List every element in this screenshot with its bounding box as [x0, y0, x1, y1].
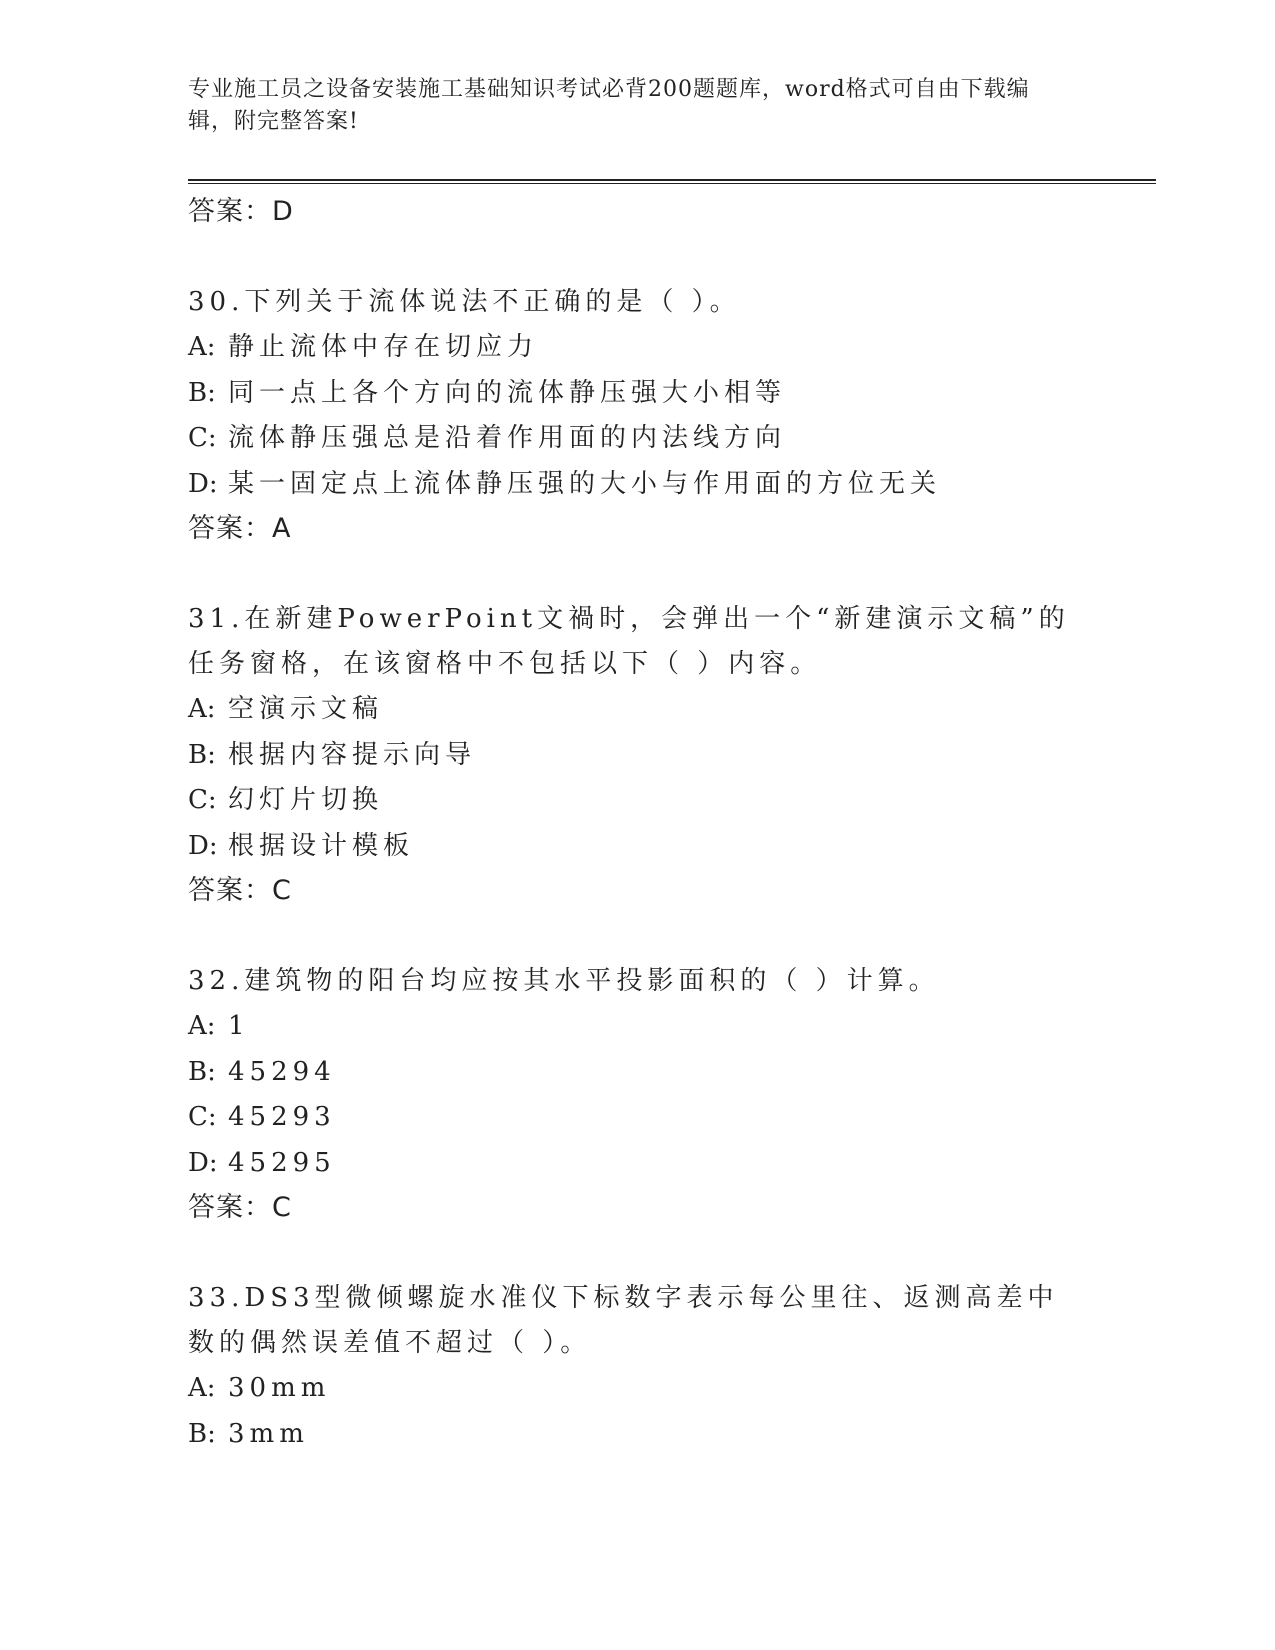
question-31: [188, 597, 1088, 913]
answer-line: 答案：A: [188, 513, 292, 544]
option-label: A:: [188, 332, 216, 362]
question-32: [188, 959, 1088, 1230]
answer-line: 答案：C: [188, 1192, 292, 1223]
option-label: B:: [188, 1418, 216, 1449]
option-text: 流体静压强总是沿着作用面的内法线方向: [228, 423, 787, 453]
header-rule-thin: [188, 183, 1156, 184]
question-33: [188, 1276, 1088, 1457]
option-text: 某一固定点上流体静压强的大小与作用面的方位无关: [228, 468, 942, 499]
option-label: D:: [188, 468, 218, 499]
option-b: [188, 1050, 1088, 1096]
answer-line: 答案：D: [188, 196, 294, 227]
option-c: [188, 1095, 1088, 1141]
option-label: B:: [188, 1056, 216, 1087]
option-text: 45295: [228, 1147, 336, 1178]
option-a: [188, 1366, 1088, 1412]
option-text: 3mm: [228, 1418, 309, 1449]
header-rule-thick: [188, 179, 1156, 181]
option-label: D:: [188, 1147, 218, 1178]
option-d: [188, 462, 1088, 508]
question-stem: 30.下列关于流体说法不正确的是（ ）。: [188, 287, 741, 317]
option-label: B:: [188, 739, 216, 770]
option-text: 45294: [228, 1056, 336, 1087]
option-text: 30mm: [228, 1373, 331, 1403]
option-a: [188, 1004, 1088, 1050]
document-header: 专业施工员之设备安装施工基础知识考试必背200题题库，word格式可自由下载编辑，附完整答案!: [188, 77, 1030, 134]
option-a: [188, 325, 1088, 371]
option-label: C:: [188, 785, 217, 815]
option-a: [188, 687, 1088, 733]
option-label: B:: [188, 377, 216, 408]
option-text: 1: [228, 1011, 250, 1041]
option-label: A:: [188, 1011, 216, 1041]
option-label: A:: [188, 1373, 216, 1403]
option-c: [188, 416, 1088, 462]
option-text: 同一点上各个方向的流体静压强大小相等: [228, 377, 787, 408]
option-d: [188, 824, 1088, 870]
question-stem: 31.在新建PowerPoint文禍时，会弹出一个“新建演示文稿”的任务窗格，在该窗格中不包括以下（ ）内容。: [188, 604, 1070, 679]
option-label: C:: [188, 1102, 217, 1132]
option-label: A:: [188, 694, 216, 724]
option-c: [188, 778, 1088, 824]
option-text: 静止流体中存在切应力: [228, 332, 539, 362]
option-label: C:: [188, 423, 217, 453]
question-stem: 32.建筑物的阳台均应按其水平投影面积的（ ）计算。: [188, 966, 940, 996]
option-b: [188, 733, 1088, 779]
question-30: [188, 280, 1088, 551]
question-list: [188, 190, 1088, 1457]
option-text: 45293: [228, 1102, 336, 1132]
option-text: 根据内容提示向导: [228, 739, 477, 770]
option-text: 空演示文稿: [228, 694, 384, 724]
option-text: 根据设计模板: [228, 830, 415, 861]
question-stem: 33.DS3型微倾螺旋水准仪下标数字表示每公里往、返测高差中数的偶然误差值不超过（ ）。: [188, 1283, 1059, 1358]
option-b: [188, 371, 1088, 417]
option-b: [188, 1412, 1088, 1458]
option-d: [188, 1141, 1088, 1187]
option-label: D:: [188, 830, 218, 861]
answer-line: 答案：C: [188, 875, 292, 906]
option-text: 幻灯片切换: [228, 785, 384, 815]
